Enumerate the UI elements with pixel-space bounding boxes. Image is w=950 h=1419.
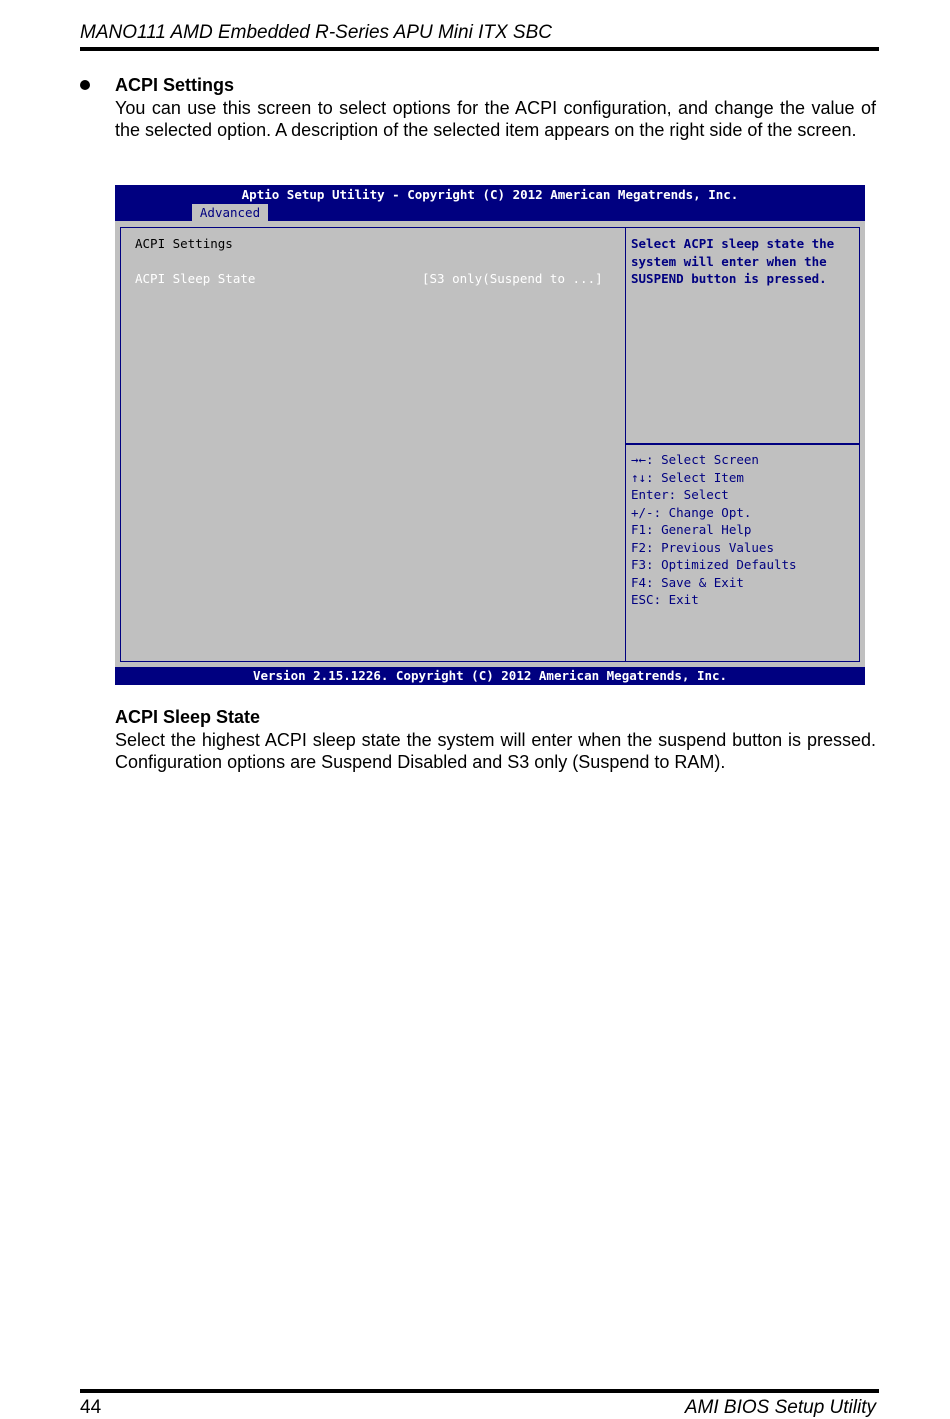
bios-main-heading: ACPI Settings <box>135 236 233 251</box>
page-header-title: MANO111 AMD Embedded R-Series APU Mini ITX SBC <box>80 22 552 43</box>
key-line-select-item: ↑↓: Select Item <box>631 469 744 485</box>
sleep-state-title: ACPI Sleep State <box>115 707 261 727</box>
bios-version-footer: Version 2.15.1226. Copyright (C) 2012 American Megatrends, Inc. <box>115 667 865 685</box>
key-line-select-screen: →←: Select Screen <box>631 452 759 467</box>
key-line-f1: F1: General Help <box>631 522 752 537</box>
header-rule <box>80 47 879 51</box>
footer-rule <box>80 1389 879 1393</box>
bios-main-panel <box>120 227 626 662</box>
acpi-sleep-state-value[interactable]: [S3 only(Suspend to ...] <box>422 271 603 286</box>
tab-advanced[interactable]: Advanced <box>192 204 268 221</box>
key-line-f4: F4: Save & Exit <box>631 574 744 590</box>
footer-title: AMI BIOS Setup Utility <box>684 1397 876 1418</box>
section-title: ACPI Settings <box>115 75 235 95</box>
key-line-f2: F2: Previous Values <box>631 539 774 555</box>
help-line: system will enter when the <box>631 253 827 269</box>
bios-title-bar <box>115 185 865 221</box>
bios-title: Aptio Setup Utility - Copyright (C) 2012 American Megatrends, Inc. <box>241 187 739 202</box>
key-line-enter: Enter: Select <box>631 487 729 502</box>
bullet-icon <box>80 80 90 90</box>
bios-key-legend <box>625 443 860 662</box>
bios-help-panel <box>625 227 860 445</box>
key-line-f3: F3: Optimized Defaults <box>631 557 797 572</box>
acpi-sleep-state-label[interactable]: ACPI Sleep State <box>135 271 256 286</box>
key-line-esc: ESC: Exit <box>631 592 699 607</box>
key-line-change-opt: +/-: Change Opt. <box>631 504 752 520</box>
page-number: 44 <box>80 1397 102 1418</box>
help-line: SUSPEND button is pressed. <box>631 271 827 286</box>
help-line: Select ACPI sleep state the <box>631 236 835 251</box>
section-intro: You can use this screen to select options for the ACPI configuration, and change the value of the selected option. A description of the selected item appears on the right side of the screen. <box>115 98 876 140</box>
sleep-state-description: Select the highest ACPI sleep state the system will enter when the suspend button is pressed. Configuration options are Suspend Disabled and S3 only (Suspend to RAM). <box>115 730 876 772</box>
bios-screenshot <box>115 185 865 685</box>
